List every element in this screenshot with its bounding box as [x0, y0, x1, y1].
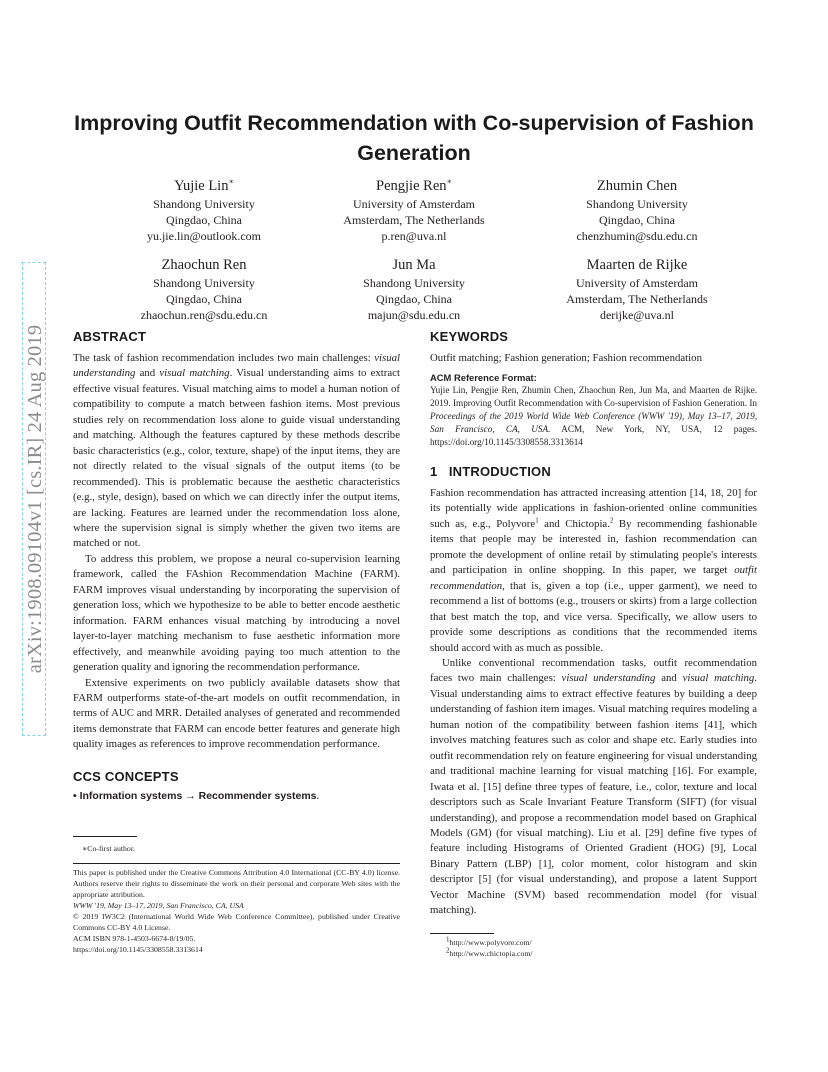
cofirst-footnote: ∗Co-first author.	[82, 844, 135, 853]
left-column	[73, 329, 400, 804]
abstract-heading: ABSTRACT	[73, 329, 147, 344]
footnote-link[interactable]: http://www.polyvore.com/	[449, 938, 532, 947]
author-name: Jun Ma	[392, 256, 436, 273]
keywords-text: Outfit matching; Fashion generation; Fashion recommendation	[430, 352, 702, 364]
author-email: majun@sdu.edu.cn	[367, 308, 461, 323]
right-column	[430, 329, 757, 919]
author-block	[537, 251, 737, 324]
author-name: Yujie Lin∗	[174, 177, 234, 194]
paper-title: Improving Outfit Recommendation with Co-supervision of Fashion Generation	[74, 111, 754, 165]
arxiv-stamp[interactable]	[21, 262, 47, 736]
author-affiliation: Shandong University	[586, 196, 688, 211]
author-name: Maarten de Rijke	[586, 256, 688, 273]
author-location: Amsterdam, The Netherlands	[566, 292, 708, 307]
author-block	[537, 172, 737, 245]
license-block	[73, 867, 400, 955]
license-doi[interactable]: https://doi.org/10.1145/3308558.3313614	[73, 945, 203, 954]
author-email: yu.jie.lin@outlook.com	[146, 229, 262, 244]
footnote-rule	[430, 933, 494, 934]
author-block	[314, 251, 514, 324]
author-affiliation: Shandong University	[153, 275, 255, 290]
intro-paragraph: Fashion recommendation has attracted increasing attention [14, 18, 20] for its potentially wide applications in fashion-oriented online communities such as, e.g., Polyvore$^1$ and Chictopia.$^2$ By recommending fashionable items that people may be interested in, fashion recommendation can promote the development of online retail by stimulating people's interests and participation in online shopping. In this paper, we target outfit recommendation, that is, given a top (i.e., upper garment), we need to recommend a list of bottoms (e.g., trousers or skirts) from a large collection that best match the top, and vice versa. Specifically, we allow users to provide some descriptions as conditions that the recommended items should accord with as much as possible.	[430, 486, 758, 654]
keywords-heading: KEYWORDS	[430, 329, 509, 344]
author-affiliation: University of Amsterdam	[353, 196, 475, 211]
footnote-list	[446, 937, 746, 959]
footnote-item: $^1$http://www.polyvore.com/	[446, 935, 532, 947]
license-isbn: ACM ISBN 978-1-4503-6674-8/19/05.	[73, 934, 196, 943]
footnote-link[interactable]: http://www.chictopia.com/	[449, 949, 533, 958]
author-affiliation: Shandong University	[363, 275, 465, 290]
footnote-item: $^2$http://www.chictopia.com/	[446, 946, 533, 958]
footnote-rule	[73, 836, 137, 837]
author-location: Qingdao, China	[166, 213, 242, 228]
author-affiliation: University of Amsterdam	[576, 275, 698, 290]
ccs-heading: CCS CONCEPTS	[73, 768, 179, 784]
reference-format-text: Yujie Lin, Pengjie Ren, Zhumin Chen, Zhaochun Ren, Jun Ma, and Maarten de Rijke. 2019. Improving Outfit Recommendation with Co-supervision of Fashion Generation. In Proceedings of the 2019 World Wide Web Conference (WWW '19), May 13–17, 2019, San Francisco, CA, USA. ACM, New York, NY, USA, 12 pages. https://doi.org/10.1145/3308558.3313614	[430, 385, 757, 448]
author-name: Zhaochun Ren	[161, 256, 247, 273]
license-rule	[73, 863, 400, 864]
license-copyright: © 2019 IW3C2 (International World Wide Web Conference Committee), published under Creative Commons CC-BY 4.0 License.	[73, 912, 400, 932]
ccs-concepts: • Information systems → Recommender systems.	[73, 789, 320, 802]
arxiv-stamp-text[interactable]: arXiv:1908.09104v1 [cs.IR] 24 Aug 2019	[22, 262, 46, 736]
author-email: zhaochun.ren@sdu.edu.cn	[140, 308, 268, 323]
author-name: Pengjie Ren∗	[376, 177, 452, 194]
author-location: Qingdao, China	[376, 292, 452, 307]
author-block	[314, 172, 514, 245]
license-text: This paper is published under the Creative Commons Attribution 4.0 International (CC-BY 4.0) license. Authors reserve their rights to disseminate the work on their personal and corporate Web sites with the appropriate attribution.	[73, 868, 400, 899]
ccs-concept: • Information systems → Recommender systems	[73, 789, 317, 802]
author-name: Zhumin Chen	[596, 177, 678, 194]
author-location: Qingdao, China	[166, 292, 242, 307]
author-email: p.ren@uva.nl	[381, 229, 447, 244]
author-email: chenzhumin@sdu.edu.cn	[576, 229, 698, 244]
reference-format-heading: ACM Reference Format:	[430, 372, 537, 384]
abstract-paragraph: The task of fashion recommendation includes two main challenges: visual understanding and visual matching. Visual understanding aims to extract effective visual features. Visual matching aims to model a human notion of compatibility to compute a match between fashion items. Most previous studies rely on recommendation loss alone to guide visual understanding and matching. Although the features captured by these methods describe basic characteristics (e.g., color, texture, shape) of the input items, they are not directly related to the visual signals of the output items (to be recommended). This is problematic because the aesthetic characteristics (e.g., style, design), based on which we can directly infer the output items, are lacking. Features are learned under the recommendation loss alone, where the supervision signal is simply whether the given two items are matched or not.	[73, 352, 400, 550]
introduction-heading: 1 INTRODUCTION	[430, 463, 551, 479]
author-block	[104, 172, 304, 245]
author-email: derijke@uva.nl	[599, 308, 675, 323]
intro-paragraph: Unlike conventional recommendation tasks, outfit recommendation faces two main challenges: visual understanding and visual matching. Visual understanding aims to extract effective features by building a deep understanding of fashion item images. Visual matching requires modeling a human notion of the compatibility between fashion items [41], which involves matching features such as color and shape etc. Early studies into outfit recommendation rely on feature engineering for visual understanding and traditional machine learning for visual matching [16]. For example, Iwata et al. [15] define three types of feature, i.e., color, texture and local descriptors such as Scale Invariant Feature Transform (SIFT) (for visual understanding), and propose a recommendation model based on Graphical Models (GM) (for visual matching). Liu et al. [29] define five types of feature including Histograms of Oriented Gradient (HOG) [9], Local Binary Pattern (LBP) [1], color moment, color histogram and skin descriptor [5] (for visual understanding), and propose a latent Support Vector Machine (SVM) based recommendation model (for visual matching).	[430, 656, 757, 917]
author-location: Qingdao, China	[599, 213, 675, 228]
author-affiliation: Shandong University	[153, 196, 255, 211]
license-venue: WWW '19, May 13–17, 2019, San Francisco, CA, USA	[73, 901, 244, 910]
author-block	[92, 251, 316, 324]
abstract-paragraph: Extensive experiments on two publicly available datasets show that FARM outperforms state-of-the-art models on outfit recommendation, in terms of AUC and MRR. Detailed analyses of generated and recommended items demonstrate that FARM can encode better features and generate high quality images as references to improve recommendation performance.	[73, 676, 400, 751]
author-location: Amsterdam, The Netherlands	[343, 213, 485, 228]
abstract-paragraph: To address this problem, we propose a neural co-supervision learning framework, called the FAshion Recommendation Machine (FARM). FARM improves visual understanding by incorporating the supervision of generation loss, which we hypothesize to be able to better encode aesthetic information. FARM enhances visual matching by introducing a novel layer-to-layer matching mechanism to fuse aesthetic information more effectively, and meanwhile avoiding paying too much attention to the generation quality and ignoring the recommendation performance.	[73, 552, 400, 674]
